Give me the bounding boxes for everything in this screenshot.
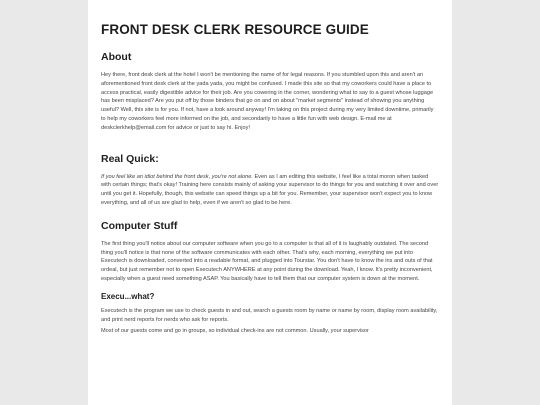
about-paragraph: Hey there, front desk clerk at the hotel I won't be mentioning the name of for legal reasons. If you stumbled upon this and aren't an aforementioned front desk clerk at the yada yada, you might be confused. I made this site so that my coworkers could have a place to access practical, easily digestible advice for their job. Are you cowering in the corner, wondering what to say to a guest whose luggage has been misplaced? Are you put off by those binders that go on and on about "market segments" instead of showing you anything useful? Well, this site is for you. If not, have a look around anyway! I'm taking on this project during my very limited downtime, primarily to help my coworkers feel more informed on the job, and secondarily to have a little fun with web design. E-mail me at deskclerkhelp@email.com for advice or just to say hi. Enjoy! — [101, 72, 434, 131]
about-section — [101, 51, 439, 133]
real-quick-italic-lead: If you feel like an idiot behind the front desk, you're not alone. — [101, 173, 253, 180]
computer-stuff-section — [101, 220, 439, 284]
real-quick-section — [101, 153, 439, 208]
execu-what-section — [101, 292, 439, 336]
page-title: FRONT DESK CLERK RESOURCE GUIDE — [101, 22, 369, 37]
computer-stuff-paragraph: The first thing you'll notice about our computer software when you go to a computer is that all of it is laughably outdated. The second thing you'll notice is that none of the software communicates with each other. That's why, each morning, everything we put into Executech is downloaded, converted into a readable format, and plugged into Tourstar. You don't have to know the ins and outs of that ordeal, but just remember not to open Executech ANYWHERE at any point during the download. Yeah, I know. It's pretty inconvenient, especially when a guest need something ASAP. You basically have to tell them that our computer system is down at the moment. — [101, 240, 433, 282]
execu-what-paragraph-1: Executech is the program we use to check guests in and out, search a guests room by name or name by room, display room availability, and print nerd reports for nerds who ask for reports. — [101, 307, 438, 323]
real-quick-body: Even as I am editing this website, I feel like a total moron when tasked with certain things; that's okay! Training here consists mainly of asking your supervisor to do things for you and watching it over and over until you get it. Hopefully, though, this website can speed things up a bit for you. Remember, your supervisor won't expect you to know everything, and all of us are glad to help, even if we aren't so glad to be here. — [101, 173, 439, 206]
execu-what-paragraph-2: Most of our guests come and go in groups, so individual check-ins are not common. Usually, your supervisor — [101, 328, 369, 335]
real-quick-paragraph — [101, 173, 439, 208]
about-heading: About — [101, 51, 132, 63]
real-quick-heading: Real Quick: — [101, 152, 159, 165]
content-page — [88, 0, 452, 405]
computer-stuff-heading: Computer Stuff — [101, 219, 178, 232]
execu-what-heading: Execu...what? — [101, 291, 155, 301]
